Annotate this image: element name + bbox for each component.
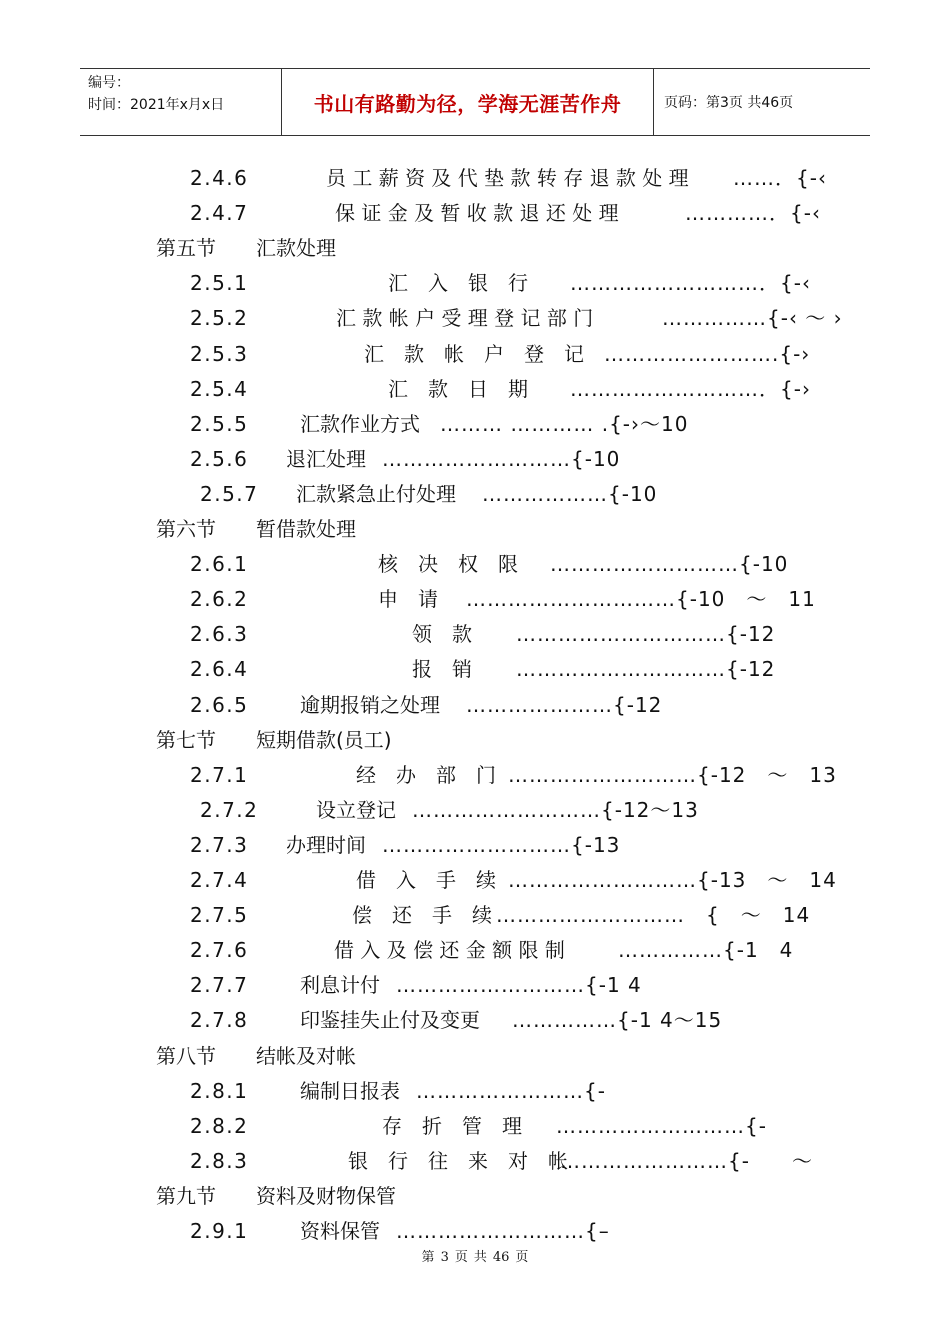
toc-item-leader: ………………………{-12 ～ 13 — [508, 762, 837, 787]
toc-item-leader: ………………………{-10 — [550, 552, 789, 577]
header-table — [80, 68, 870, 136]
toc-section-row — [0, 1042, 950, 1070]
toc-item-title: 借 入 及 偿 还 金 额 限 制 — [334, 938, 565, 963]
toc-item-number: 2.6.1 — [190, 552, 249, 577]
toc-item-title: 借 入 手 续 — [356, 868, 496, 892]
toc-section-title: 第六节 暂借款处理 — [156, 517, 356, 541]
footer-gong: 共 — [473, 1250, 487, 1265]
toc-item-row — [0, 691, 950, 719]
toc-item-leader: ………………………．{-‹ — [570, 271, 811, 296]
time-label: 时间：2021年x月x日 — [88, 97, 225, 113]
toc-section-title: 第五节 汇款处理 — [156, 236, 336, 261]
toc-item-title: 汇 款 帐 户 登 记 — [364, 341, 584, 366]
toc-item-row — [0, 164, 950, 192]
toc-item-title: 印鉴挂失止付及变更 — [300, 1008, 480, 1033]
toc-item-title: 利息计付 — [300, 973, 380, 998]
toc-item-title: 偿 还 手 续 — [352, 903, 492, 928]
toc-item-title: 核 决 权 限 — [378, 552, 518, 577]
toc-item-row — [0, 199, 950, 227]
toc-item-row — [0, 375, 950, 403]
toc-item-row — [0, 620, 950, 648]
toc-item-number: 2.5.6 — [190, 446, 249, 471]
toc-item-title: 汇 入 银 行 — [388, 271, 528, 296]
toc-section-row — [0, 1182, 950, 1210]
toc-item-number: 2.5.3 — [190, 341, 249, 366]
toc-section-row — [0, 234, 950, 262]
toc-item-row — [0, 866, 950, 894]
toc-item-number: 2.5.2 — [190, 306, 249, 331]
toc-item-number: 2.6.4 — [190, 657, 249, 682]
toc-item-leader: ………………{-10 — [482, 481, 658, 506]
toc-item-number: 2.7.3 — [190, 832, 249, 857]
toc-item-number: 2.5.1 — [190, 271, 249, 296]
toc-item-title: 报 销 — [412, 657, 472, 682]
toc-item-row — [0, 761, 950, 789]
toc-item-leader: ………………………．{-› — [570, 376, 811, 401]
toc-item-title: 领 款 — [412, 622, 472, 647]
header-page-info: 页码：第3页 共46页 — [664, 95, 794, 111]
toc-item-leader: …………………….{-› — [604, 341, 811, 366]
toc-item-leader: ……………………{- — [416, 1078, 606, 1103]
toc-item-row — [0, 340, 950, 368]
header-motto: 书山有路勤为径，学海无涯苦作舟 — [282, 69, 654, 135]
toc-item-leader: ………………………{-1 4 — [396, 973, 642, 998]
footer-ye-2: 页 — [515, 1250, 529, 1265]
toc-item-leader: ………………………{-13 — [382, 832, 621, 857]
toc-item-number: 2.4.6 — [190, 166, 249, 190]
toc-item-row — [0, 410, 950, 438]
toc-item-row — [0, 304, 950, 332]
toc-item-row — [0, 1147, 950, 1175]
toc-item-leader: ………………………{-12～13 — [412, 797, 699, 822]
toc-item-title: 汇款作业方式 — [300, 411, 420, 436]
toc-item-row — [0, 480, 950, 508]
toc-item-title: 编制日报表 — [300, 1078, 400, 1103]
toc-item-number: 2.4.7 — [190, 201, 249, 226]
toc-item-number: 2.5.7 — [200, 481, 259, 506]
toc-item-number: 2.8.1 — [190, 1078, 249, 1103]
toc-section-title: 第九节 资料及财物保管 — [156, 1183, 396, 1208]
toc-item-title: 银 行 往 来 对 帐 — [348, 1148, 568, 1173]
toc-item-number: 2.5.5 — [190, 411, 249, 436]
footer-page-number: 3 — [440, 1250, 449, 1265]
toc-item-row — [0, 901, 950, 929]
toc-section-title: 第七节 短期借款(员工) — [156, 727, 392, 752]
toc-item-row — [0, 1077, 950, 1105]
toc-item-row — [0, 269, 950, 297]
toc-item-title: 逾期报销之处理 — [300, 692, 440, 717]
toc-item-title: 申 请 — [378, 587, 438, 612]
toc-item-number: 2.7.8 — [190, 1008, 249, 1033]
toc-item-row — [0, 796, 950, 824]
toc-section-row — [0, 515, 950, 543]
toc-item-number: 2.5.4 — [190, 376, 249, 401]
toc-item-number: 2.7.1 — [190, 762, 249, 787]
toc-item-title: 汇 款 帐 户 受 理 登 记 部 门 — [336, 306, 594, 331]
toc-item-row — [0, 585, 950, 613]
toc-item-leader: ……… ………… .{-›～10 — [440, 411, 689, 436]
toc-item-title: 办理时间 — [286, 832, 366, 857]
toc-item-number: 2.6.2 — [190, 587, 249, 612]
toc-item-number: 2.6.5 — [190, 692, 249, 717]
toc-item-number: 2.8.3 — [190, 1148, 249, 1173]
toc-item-number: 2.7.4 — [190, 868, 249, 892]
toc-item-leader: ………………………{-13 ～ 14 — [508, 868, 837, 892]
page-footer — [0, 1246, 950, 1265]
toc-item-number: 2.7.7 — [190, 973, 249, 998]
toc-item-title: 汇款紧急止付处理 — [296, 481, 456, 506]
toc-item-leader: …………．{-‹ — [685, 201, 821, 226]
toc-section-row — [0, 726, 950, 754]
serial-label: 编号： — [88, 75, 130, 91]
toc-item-leader: ………………………{-10 — [382, 446, 621, 471]
toc-item-title: 设立登记 — [316, 797, 396, 822]
toc-section-title: 第八节 结帐及对帐 — [156, 1043, 356, 1068]
toc-item-row — [0, 1006, 950, 1034]
toc-item-number: 2.6.3 — [190, 622, 249, 647]
toc-item-leader: ……………………{- ～ — [560, 1148, 813, 1173]
toc-item-leader: ……………{-‹ ～ › — [662, 306, 843, 331]
toc-item-number: 2.8.2 — [190, 1113, 249, 1138]
toc-item-row — [0, 1217, 950, 1245]
footer-ye: 页 — [454, 1250, 468, 1265]
toc-item-title: 退汇处理 — [286, 446, 366, 471]
toc-item-leader: ……………{-1 4～15 — [512, 1008, 723, 1033]
toc-item-row — [0, 971, 950, 999]
toc-item-number: 2.7.2 — [200, 797, 259, 822]
toc-item-row — [0, 1112, 950, 1140]
toc-item-title: 汇 款 日 期 — [388, 376, 528, 401]
toc-item-leader: ……．{-‹ — [733, 166, 827, 190]
footer-total-pages: 46 — [492, 1250, 510, 1265]
toc-item-leader: ………………………{– — [396, 1219, 610, 1243]
toc-item-number: 2.9.1 — [190, 1219, 249, 1243]
toc-item-row — [0, 831, 950, 859]
toc-item-leader: ……………………… { ～ 14 — [496, 903, 811, 928]
toc-item-title: 保 证 金 及 暂 收 款 退 还 处 理 — [335, 201, 619, 226]
footer-di: 第 — [421, 1250, 435, 1265]
header-meta — [80, 69, 282, 135]
toc-item-title: 资料保管 — [300, 1219, 380, 1243]
toc-item-number: 2.7.5 — [190, 903, 249, 928]
toc-item-row — [0, 936, 950, 964]
toc-item-title: 员 工 薪 资 及 代 垫 款 转 存 退 款 处 理 — [326, 166, 689, 190]
toc-item-leader: …………………………{-10 ～ 11 — [466, 587, 816, 612]
toc-item-leader: …………………{-12 — [466, 692, 663, 717]
toc-item-leader: …………………………{-12 — [516, 622, 776, 647]
toc-item-title: 存 折 管 理 — [382, 1113, 522, 1138]
toc-item-row — [0, 655, 950, 683]
toc-item-title: 经 办 部 门 — [356, 762, 496, 787]
toc-item-leader: ………………………{- — [556, 1113, 767, 1138]
toc-item-leader: …………………………{-12 — [516, 657, 776, 682]
toc-item-row — [0, 445, 950, 473]
toc-item-row — [0, 550, 950, 578]
toc-item-leader: ……………{-1 4 — [618, 938, 794, 963]
toc-item-number: 2.7.6 — [190, 938, 249, 963]
